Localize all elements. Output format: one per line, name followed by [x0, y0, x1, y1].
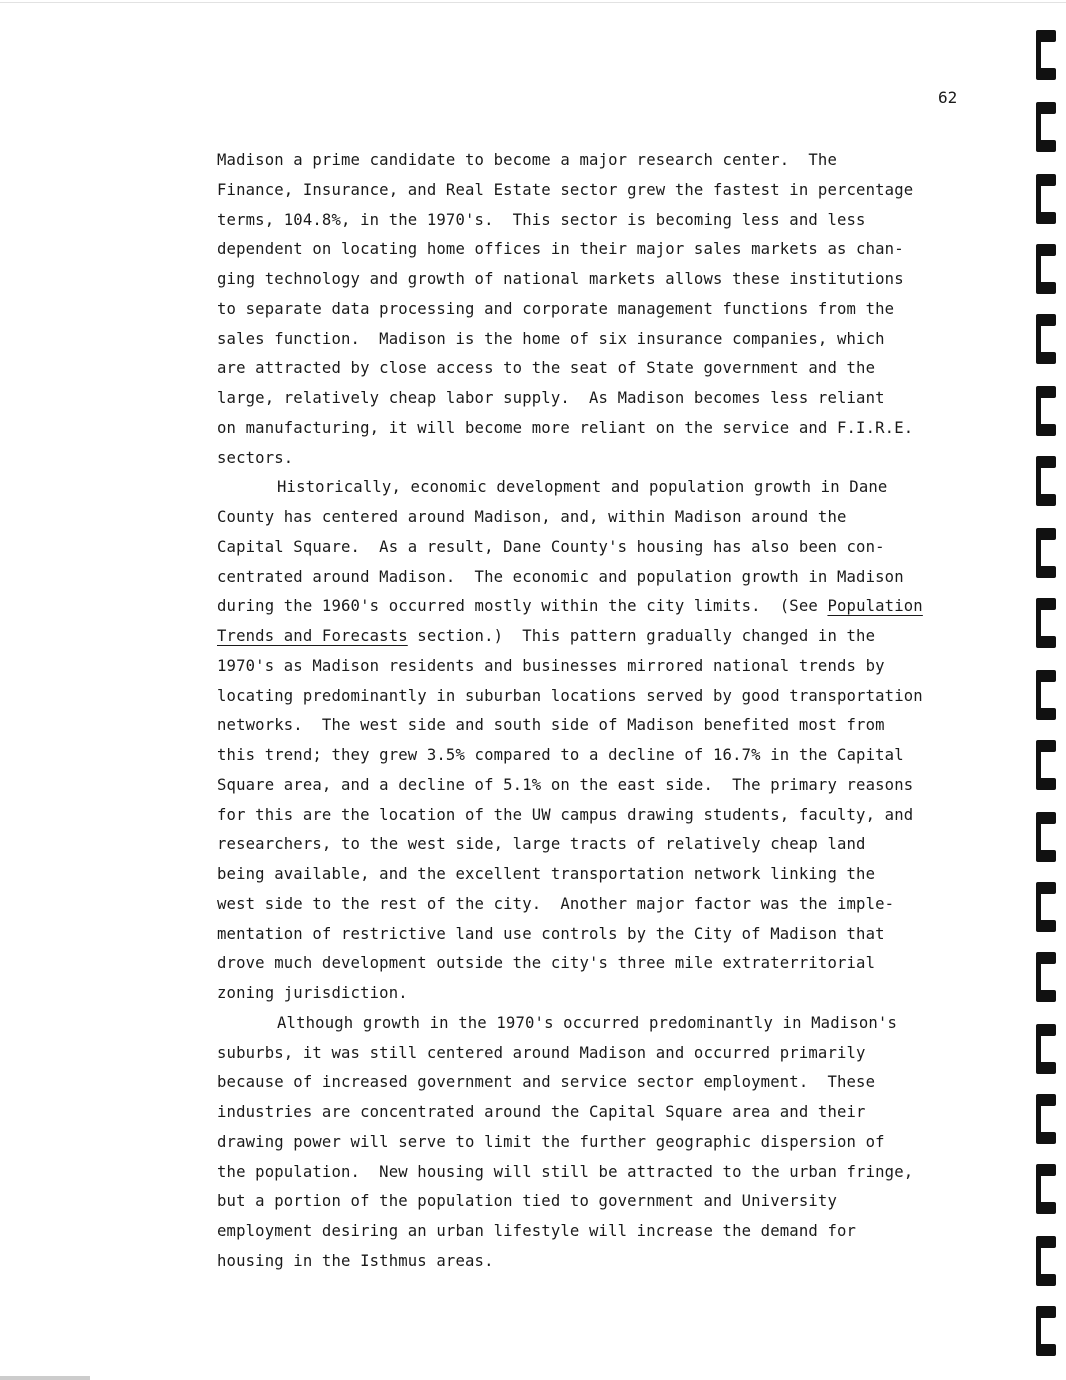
binding-hole	[1036, 174, 1052, 224]
text-fragment: section.) This pattern gradually changed in the	[407, 627, 876, 645]
section-reference-part-2: Trends and Forecasts	[217, 627, 408, 645]
text-line: because of increased government and service sector employment. These	[217, 1073, 876, 1092]
text-line: but a portion of the population tied to government and University	[217, 1192, 837, 1211]
text-line: industries are concentrated around the Capital Square area and their	[217, 1103, 866, 1121]
document-body	[217, 146, 977, 1277]
text-line: ging technology and growth of national markets allows these institutions	[217, 270, 904, 288]
binding-hole	[1036, 1094, 1052, 1144]
scan-edge	[0, 2, 1066, 3]
text-line: housing in the Isthmus areas.	[217, 1251, 494, 1270]
text-line: Historically, economic development and population growth in Dane	[277, 478, 888, 497]
text-line: drawing power will serve to limit the further geographic dispersion of	[217, 1132, 885, 1151]
text-line: to separate data processing and corporate management functions from the	[217, 299, 895, 318]
section-reference-part-1: Population	[827, 597, 923, 616]
text-line: are attracted by close access to the seat of State government and the	[217, 359, 876, 378]
text-line: being available, and the excellent transportation network linking the	[217, 865, 876, 883]
binding-hole	[1036, 456, 1052, 506]
binding-hole	[1036, 386, 1052, 436]
binding-hole	[1036, 244, 1052, 294]
text-line: employment desiring an urban lifestyle will increase the demand for	[217, 1222, 857, 1240]
text-line	[217, 622, 977, 652]
page-number: 62	[938, 88, 958, 107]
paragraph-3	[217, 1009, 977, 1277]
binding-hole	[1036, 528, 1052, 578]
text-line: mentation of restrictive land use controls by the City of Madison that	[217, 924, 885, 943]
binding-hole	[1036, 1024, 1052, 1074]
text-fragment: during the 1960's occurred mostly within the city limits. (See	[217, 597, 828, 616]
text-line: sales function. Madison is the home of six insurance companies, which	[217, 329, 885, 348]
text-line: zoning jurisdiction.	[217, 984, 408, 1002]
text-line: 1970's as Madison residents and businesses mirrored national trends by	[217, 656, 885, 675]
text-line: west side to the rest of the city. Another major factor was the imple-	[217, 894, 895, 913]
text-line: for this are the location of the UW campus drawing students, faculty, and	[217, 805, 914, 824]
binding-hole	[1036, 314, 1052, 364]
text-line: large, relatively cheap labor supply. As Madison becomes less reliant	[217, 389, 885, 407]
binding-hole	[1036, 882, 1052, 932]
text-line: Although growth in the 1970's occurred predominantly in Madison's	[277, 1013, 897, 1032]
text-line: terms, 104.8%, in the 1970's. This sector is becoming less and less	[217, 210, 866, 229]
text-line: Square area, and a decline of 5.1% on the east side. The primary reasons	[217, 775, 914, 794]
text-line: researchers, to the west side, large tracts of relatively cheap land	[217, 835, 866, 854]
binding-hole	[1036, 30, 1052, 80]
text-line: the population. New housing will still be attracted to the urban fringe,	[217, 1162, 914, 1181]
text-line: centrated around Madison. The economic and population growth in Madison	[217, 567, 904, 586]
comb-binding	[1030, 0, 1066, 1380]
text-line: Madison a prime candidate to become a major research center. The	[217, 151, 837, 169]
binding-hole	[1036, 102, 1052, 152]
text-line	[217, 592, 977, 622]
text-line: drove much development outside the city's three mile extraterritorial	[217, 954, 876, 973]
text-line: this trend; they grew 3.5% compared to a decline of 16.7% in the Capital	[217, 746, 904, 764]
binding-hole	[1036, 812, 1052, 862]
text-line: on manufacturing, it will become more reliant on the service and F.I.R.E.	[217, 418, 914, 437]
binding-hole	[1036, 1236, 1052, 1286]
binding-hole	[1036, 952, 1052, 1002]
paragraph-2	[217, 473, 977, 1009]
text-line: sectors.	[217, 448, 294, 467]
paragraph-1	[217, 146, 977, 473]
text-line: networks. The west side and south side of Madison benefited most from	[217, 716, 885, 735]
text-line: locating predominantly in suburban locations served by good transportation	[217, 686, 923, 705]
binding-hole	[1036, 670, 1052, 720]
binding-hole	[1036, 1164, 1052, 1214]
text-line: dependent on locating home offices in their major sales markets as chan-	[217, 240, 904, 259]
text-line: suburbs, it was still centered around Madison and occurred primarily	[217, 1043, 866, 1062]
text-line: Finance, Insurance, and Real Estate sector grew the fastest in percentage	[217, 180, 914, 199]
binding-hole	[1036, 1306, 1052, 1356]
binding-hole	[1036, 598, 1052, 648]
text-line: County has centered around Madison, and, within Madison around the	[217, 508, 847, 526]
scan-smudge	[0, 1376, 90, 1380]
text-line: Capital Square. As a result, Dane County's housing has also been con-	[217, 537, 885, 556]
binding-hole	[1036, 740, 1052, 790]
